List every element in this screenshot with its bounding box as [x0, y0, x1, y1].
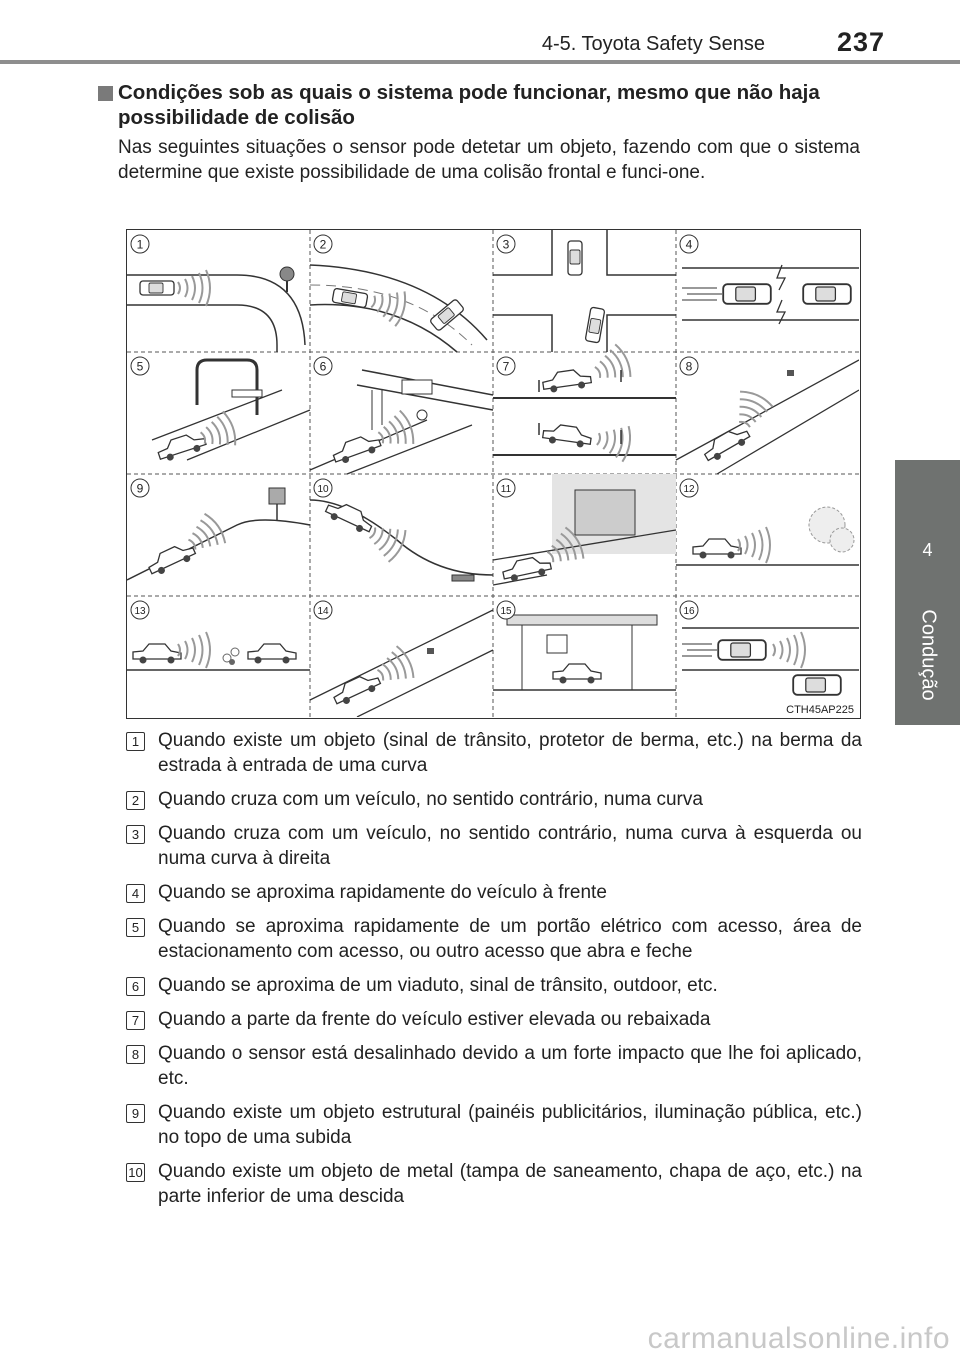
- chapter-label-box: [895, 600, 960, 710]
- item-number: 2: [126, 791, 145, 810]
- figure-code: CTH45AP225: [786, 704, 854, 716]
- svg-text:1: 1: [136, 237, 144, 252]
- svg-text:15: 15: [500, 606, 512, 617]
- intro-paragraph: Nas seguintes situações o sensor pode detetar um objeto, fazendo com que o sistema determine que existe possibilidade de uma colisão frontal e funci-one.: [118, 137, 860, 183]
- section-title: 4-5. Toyota Safety Sense: [541, 33, 765, 55]
- panel-10-illustration: [310, 498, 493, 581]
- item-text: Quando existe um objeto estrutural (painéis publicitários, iluminação pública, etc.) no topo de uma subida: [158, 1102, 862, 1148]
- watermark: carmanualsonline.info: [647, 1322, 950, 1355]
- panel-16-illustration: [682, 628, 859, 695]
- svg-text:4: 4: [685, 237, 693, 252]
- item-number: 10: [126, 1163, 145, 1182]
- item-text: Quando se aproxima rapidamente do veículo à frente: [158, 882, 607, 903]
- item-number: 3: [126, 825, 145, 844]
- panel-13-illustration: [127, 632, 310, 670]
- panel-number-10: [314, 479, 332, 497]
- panel-15-illustration: [493, 615, 676, 690]
- header-divider: [0, 60, 960, 64]
- svg-text:14: 14: [317, 606, 329, 617]
- panel-9-illustration: [127, 488, 310, 580]
- svg-text:13: 13: [134, 606, 146, 617]
- list-item: [126, 1007, 862, 1032]
- panel-number-13: [131, 601, 149, 619]
- item-text: Quando cruza com um veículo, no sentido contrário, numa curva à esquerda ou numa curva à direita: [158, 823, 862, 869]
- panel-7-illustration: [493, 343, 676, 463]
- panel-2-illustration: [310, 265, 487, 352]
- panel-1-illustration: [127, 267, 305, 352]
- panel-8-illustration: [676, 360, 859, 474]
- panel-number-5: [131, 357, 149, 375]
- svg-text:2: 2: [319, 237, 327, 252]
- svg-text:9: 9: [136, 481, 144, 496]
- panel-number-1: [131, 235, 149, 253]
- panel-14-illustration: [310, 610, 493, 717]
- item-text: Quando se aproxima de um viaduto, sinal de trânsito, outdoor, etc.: [158, 975, 718, 996]
- item-text: Quando existe um objeto (sinal de trânsito, protetor de berma, etc.) na berma da estrada à entrada de uma curva: [158, 730, 862, 776]
- item-number: 5: [126, 918, 145, 937]
- list-item: [126, 821, 862, 871]
- section-heading: [98, 80, 860, 130]
- panel-12-illustration: [676, 507, 859, 565]
- panel-number-6: [314, 357, 332, 375]
- panel-5-illustration: [152, 360, 310, 464]
- panel-number-8: [680, 357, 698, 375]
- panel-number-14: [314, 601, 332, 619]
- list-item: [126, 1041, 862, 1091]
- panel-number-9: [131, 479, 149, 497]
- item-text: Quando se aproxima rapidamente de um portão elétrico com acesso, área de estacionamento com acesso, ou outro acesso que abra e feche: [158, 916, 862, 962]
- list-item: [126, 914, 862, 964]
- list-item: [126, 1100, 862, 1150]
- svg-text:11: 11: [500, 484, 512, 495]
- illustration-svg: [127, 230, 859, 717]
- item-text: Quando cruza com um veículo, no sentido contrário, numa curva: [158, 789, 703, 810]
- panel-number-3: [497, 235, 515, 253]
- item-text: Quando a parte da frente do veículo estiver elevada ou rebaixada: [158, 1009, 711, 1030]
- panel-number-15: [497, 601, 515, 619]
- svg-text:12: 12: [683, 484, 695, 495]
- item-number: 4: [126, 884, 145, 903]
- panel-11-illustration: [493, 474, 676, 585]
- item-text: Quando o sensor está desalinhado devido a um forte impacto que lhe foi aplicado, etc.: [158, 1043, 862, 1089]
- panel-number-4: [680, 235, 698, 253]
- list-item: [126, 728, 862, 778]
- panel-3-illustration: [493, 230, 676, 352]
- list-item: [126, 880, 862, 905]
- item-number: 6: [126, 977, 145, 996]
- svg-text:6: 6: [319, 359, 327, 374]
- page-number: 237: [836, 27, 885, 57]
- square-bullet-icon: [98, 86, 113, 101]
- panel-4-illustration: [682, 265, 859, 324]
- panel-number-7: [497, 357, 515, 375]
- svg-text:16: 16: [683, 606, 695, 617]
- svg-text:8: 8: [685, 359, 693, 374]
- condition-list: [126, 728, 862, 1218]
- panel-6-illustration: [310, 370, 493, 474]
- item-number: 9: [126, 1104, 145, 1123]
- panel-number-12: [680, 479, 698, 497]
- chapter-label: Condução: [917, 609, 939, 701]
- chapter-number: 4: [922, 540, 933, 560]
- item-number: 8: [126, 1045, 145, 1064]
- list-item: [126, 973, 862, 998]
- list-item: [126, 1159, 862, 1209]
- panel-number-11: [497, 479, 515, 497]
- illustration-grid: [126, 229, 861, 719]
- panel-number-2: [314, 235, 332, 253]
- panel-number-16: [680, 601, 698, 619]
- page-header: [0, 0, 960, 60]
- svg-text:3: 3: [502, 237, 510, 252]
- svg-text:7: 7: [502, 359, 510, 374]
- svg-text:10: 10: [317, 484, 329, 495]
- list-item: [126, 787, 862, 812]
- item-number: 7: [126, 1011, 145, 1030]
- svg-text:5: 5: [136, 359, 144, 374]
- item-text: Quando existe um objeto de metal (tampa de saneamento, chapa de aço, etc.) na parte inferior de uma descida: [158, 1161, 862, 1207]
- item-number: 1: [126, 732, 145, 751]
- heading-text: Condições sob as quais o sistema pode funcionar, mesmo que não haja possibilidade de colisão: [118, 81, 820, 129]
